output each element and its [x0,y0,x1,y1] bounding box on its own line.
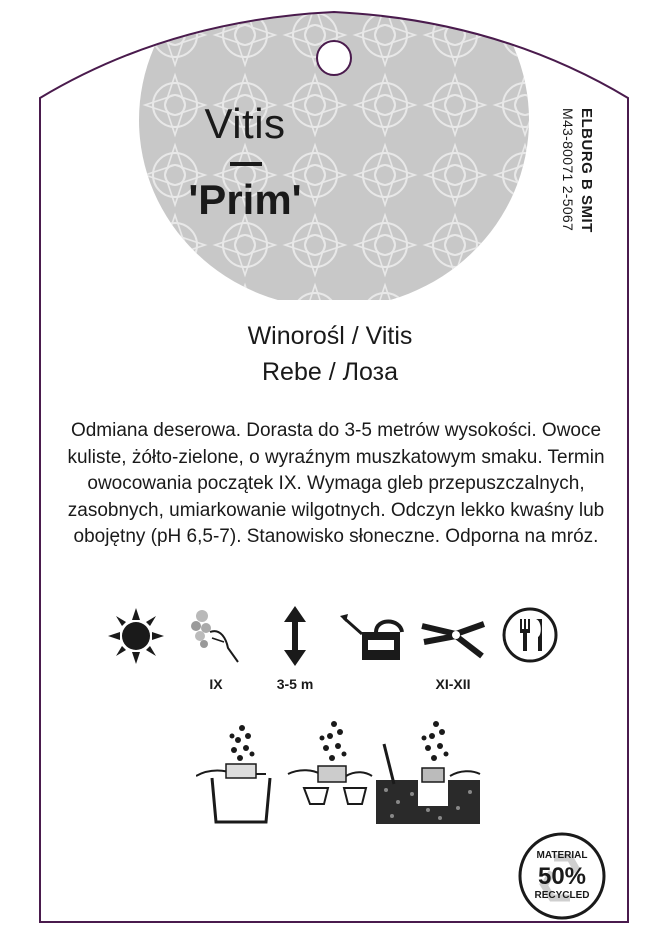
badge-line-1: MATERIAL [536,850,588,861]
pruning-shears-icon [420,616,486,660]
fruit-harvest-icon [186,604,242,666]
sun-icon [108,608,164,664]
edible-icon [502,607,558,663]
hang-hole [317,41,351,75]
brand-name: ELBURG B SMIT [578,108,595,233]
badge-line-3: RECYCLED [534,890,590,901]
pruning-month-label: XI-XII [435,676,471,692]
soak-pot-step [196,725,270,822]
fruit-month-label: IX [209,676,223,692]
common-name-1: Winorośl / Vitis [247,322,413,350]
recycled-material-badge [518,832,606,920]
common-name-2: Rebe / Лоза [262,358,398,386]
badge-line-2: 50% [537,863,587,890]
remove-pot-step [288,721,372,804]
title-dash [230,162,262,166]
planting-instructions-illustration [196,718,481,828]
height-label: 3-5 m [276,676,314,692]
watering-can-icon [340,614,410,662]
plant-in-ground-step [376,721,480,824]
plant-cultivar: 'Prim' [188,176,302,223]
description: Odmiana deserowa. Dorasta do 3-5 metrów wysokości. Owoce kuliste, żółto-zielone, o wyraźnym muszkatowym smaku. Termin owocowania początek IX. Wymaga gleb przepuszczalnych, zasobnych, umiarkowanie wilgotnych. Odczyn lekko kwaśny lub obojętny (pH 6,5-7). Stanowisko słoneczne. Odporna na mróz. [67,420,605,547]
plant-genus: Vitis [204,100,286,147]
product-code: M43-80071 2-5067 [560,108,576,232]
height-arrow-icon [282,606,308,666]
